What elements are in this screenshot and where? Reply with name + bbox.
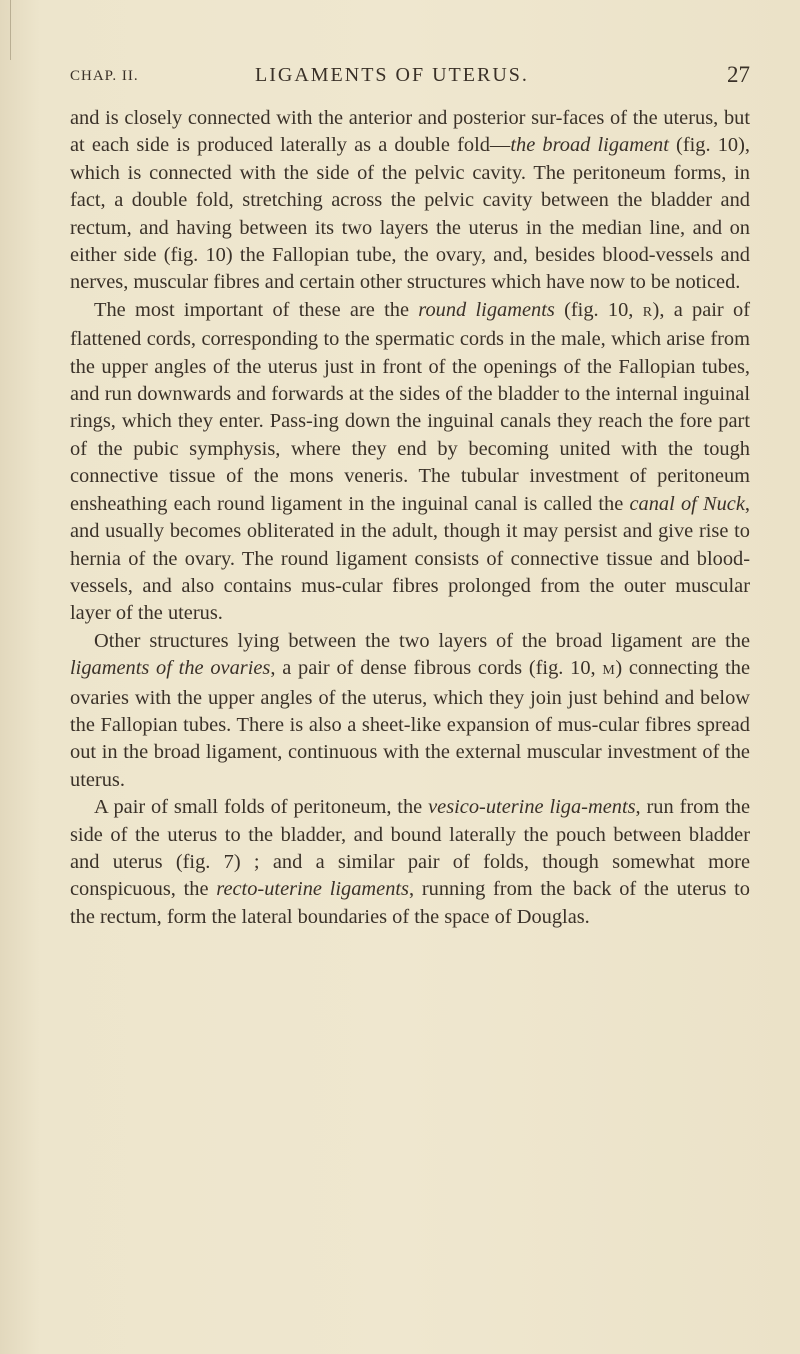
paragraph [70,628,750,794]
text-run: Other structures lying between the two layers of the broad ligament are the [94,629,750,652]
italic-term: ligaments of the ovaries [70,657,271,680]
gutter-line [10,0,11,60]
chapter-label: CHAP. II. [70,68,139,84]
paragraph [70,105,750,297]
paragraph [70,794,750,931]
italic-term: the broad ligament [510,134,669,157]
text-run: (fig. 10), which is connected with the side of the pelvic cavity. The peritoneum forms, in fact, a double fold, stretching across the pelvic cavity between the bladder and rectum, and having between its two layers the uterus in the median line, and on either side (fig. 10) the Fallopian tube, the ovary, and, besides blood-vessels and nerves, muscular fibres and certain other structures which have now to be noticed. [70,134,750,294]
italic-term: recto-uterine ligaments [216,878,409,901]
text-run: , running from the back of the uterus to the rectum, form the lateral boundaries of the space of Douglas. [70,878,750,928]
italic-term: canal of Nuck [629,492,745,515]
figure-letter: R [642,304,653,320]
text-run: The most important of these are the [94,298,419,321]
text-run: A pair of small folds of peritoneum, the [94,796,429,819]
italic-term: vesico-uterine liga-ments [428,796,636,819]
text-run: and is closely connected with the anterior and posterior sur-faces of the uterus, but at each side is produced laterally as a double fold— [70,107,750,157]
text-run: ), a pair of flattened cords, corresponding to the spermatic cords in the male, which arise from the upper angles of the uterus just in front of the openings of the Fallopian tubes, and run downwards and forwards at the sides of the bladder to the internal inguinal rings, which they enter. Pass-ing down the inguinal canals they reach the fore part of the pubic symphysis, where they end by becoming united with the tough connective tissue of the mons veneris. The tubular investment of peritoneum ensheathing each round ligament in the inguinal canal is called the [70,298,750,515]
text-run: , run from the side of the uterus to the bladder, and bound laterally the pouch between bladder and uterus (fig. 7) ; and a similar pair of folds, though somewhat more conspicuous, the [70,796,750,901]
running-title: LIGAMENTS OF UTERUS. [255,64,529,86]
text-run: , a pair of dense fibrous cords (fig. 10, [270,657,603,680]
text-run: (fig. 10, [554,298,643,321]
figure-letter: M [602,663,616,679]
running-header [70,62,750,92]
paragraph [70,297,750,628]
text-run: ) connecting the ovaries with the upper angles of the uterus, which they join just behind and below the Fallopian tubes. There is also a sheet-like expansion of mus-cular fibres spread out in the broad ligament, continuous with the external muscular investment of the uterus. [70,657,750,791]
italic-term: round ligaments [418,298,555,321]
text-run: , and usually becomes obliterated in the adult, though it may persist and give rise to hernia of the ovary. The round ligament consists of connective tissue and blood-vessels, and also contains mus-cular fibres prolonged from the outer muscular layer of the uterus. [70,492,751,625]
body-text [70,105,750,931]
page-number: 27 [727,62,750,87]
